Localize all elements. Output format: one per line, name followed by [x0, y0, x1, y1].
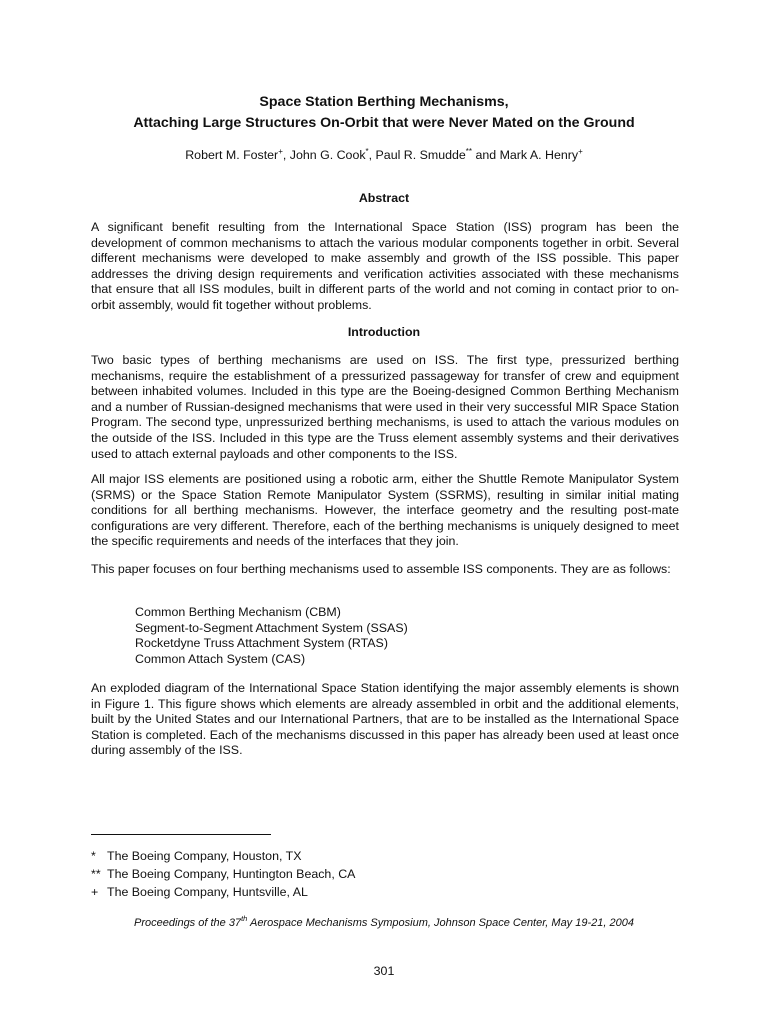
footnote-text: The Boeing Company, Huntington Beach, CA [107, 867, 356, 881]
footnote [91, 883, 355, 901]
mechanism-list [135, 605, 408, 667]
intro-paragraph: This paper focuses on four berthing mechanisms used to assemble ISS components. They are as follows: [91, 562, 671, 576]
list-item: Common Attach System (CAS) [135, 651, 306, 666]
proceedings-superscript: th [241, 914, 248, 923]
affiliation-mark: + [578, 147, 583, 156]
paper-title [0, 92, 768, 134]
proceedings-text-after: Aerospace Mechanisms Symposium, Johnson Space Center, May 19-21, 2004 [247, 917, 634, 929]
footnote-mark: * [91, 849, 96, 863]
affiliation-mark: * [365, 147, 369, 156]
footnote-mark: ** [91, 867, 101, 881]
proceedings-text-before: Proceedings of the 37 [134, 917, 242, 929]
list-item: Segment-to-Segment Attachment System (SSAS) [135, 620, 408, 635]
introduction-heading: Introduction [347, 325, 421, 339]
author-separator: and [472, 148, 500, 162]
list-item: Common Berthing Mechanism (CBM) [135, 605, 341, 619]
intro-closing-paragraph: An exploded diagram of the International Space Station identifying the major assembly elements is shown in Figure 1. This figure shows which elements are already assembled in orbit and the additional elements, built by the United States and our International Partners, that are to be installed as the International Space Station is completed. Each of the mechanisms discussed in this paper has already been used at least once during assembly of the ISS. [91, 681, 679, 758]
title-line-1: Space Station Berthing Mechanisms, [259, 94, 509, 110]
author-separator: , [282, 148, 290, 162]
affiliation-mark: + [278, 147, 283, 156]
proceedings-line [0, 916, 768, 930]
footnote-text: The Boeing Company, Huntsville, AL [107, 885, 308, 899]
author-name: John G. Cook [289, 148, 366, 162]
author-list [0, 147, 768, 163]
footnote-mark: + [91, 885, 99, 899]
page-number: 301 [373, 964, 395, 978]
footnote-divider [91, 834, 271, 835]
author-name: Paul R. Smudde [375, 148, 466, 162]
footnote [91, 847, 355, 865]
footnote-list [91, 847, 355, 901]
intro-paragraph: Two basic types of berthing mechanisms are used on ISS. The first type, pressurized berthing mechanisms, require the establishment of a pressurized passageway for transfer of crew and equipment between inhabited volumes. Included in this type are the Boeing-designed Common Berthing Mechanism and a number of Russian-designed mechanisms that were used in their very successful MIR Space Station Program. The second type, unpressurized berthing mechanisms, is used to attach the various modules on the outside of the ISS. Included in this type are the Truss element assembly systems and their derivatives used to attach external payloads and other components to the ISS. [91, 353, 679, 461]
abstract-text: A significant benefit resulting from the International Space Station (ISS) program has been the development of common mechanisms to attach the various modular components together in orbit. Several different mechanisms were developed to make assembly and growth of the ISS possible. This paper addresses the driving design requirements and verification activities associated with these mechanisms that ensure that all ISS modules, built in different parts of the world and not coming in contact prior to on-orbit assembly, would fit together without problems. [91, 220, 679, 312]
footnote [91, 865, 355, 883]
author-separator: , [368, 148, 376, 162]
author-name: Mark A. Henry [499, 148, 579, 162]
affiliation-mark: ** [465, 147, 473, 156]
intro-paragraph: All major ISS elements are positioned using a robotic arm, either the Shuttle Remote Manipulator System (SRMS) or the Space Station Remote Manipulator System (SSRMS), resulting in similar initial mating conditions for all berthing mechanisms. However, the interface geometry and the resulting post-mate configurations are very different. Therefore, each of the berthing mechanisms is uniquely designed to meet the specific requirements and needs of the interfaces that they join. [91, 472, 679, 549]
title-line-2: Attaching Large Structures On-Orbit that were Never Mated on the Ground [133, 115, 635, 131]
footnote-text: The Boeing Company, Houston, TX [107, 849, 302, 863]
list-item: Rocketdyne Truss Attachment System (RTAS) [135, 636, 388, 651]
abstract-heading: Abstract [358, 191, 410, 205]
author-name: Robert M. Foster [185, 148, 279, 162]
